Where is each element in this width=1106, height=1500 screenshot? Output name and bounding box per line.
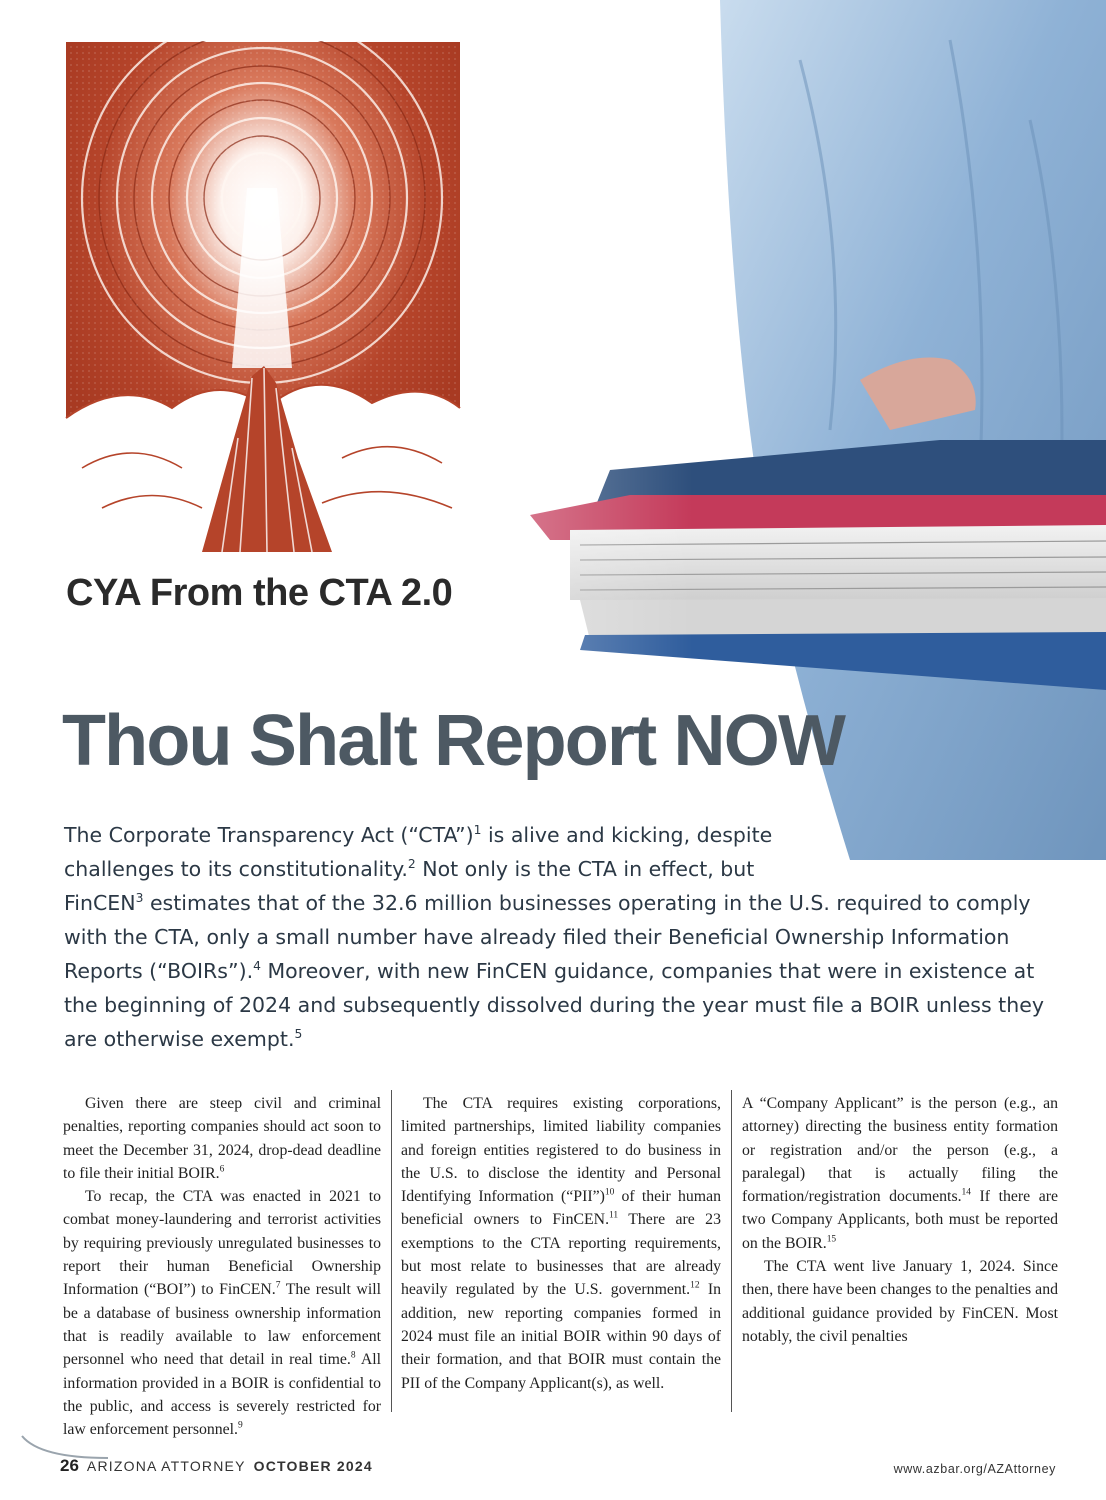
intro-line: challenges to its constitutionality.$^2$ Not only is the CTA in effect, but [64,857,755,881]
body-paragraph: To recap, the CTA was enacted in 2021 to combat money-laundering and terrorist activities by requiring previously unregulated businesses to report their human Beneficial Ownership Information (“BOI”) to FinCEN.$^7$ The result will be a database of business ownership information that is readily available to law enforcement personnel who need that detail in real time.$^8$ All information provided in a BOIR is confidential to the public, and access is severely restricted for law enforcement personnel.$^9$ [63,1188,382,1439]
issue-date: OCTOBER 2024 [253,1458,373,1474]
intro-paragraph [64,818,1064,1056]
body-paragraph: A “Company Applicant” is the person (e.g., an attorney) directing the business entity formation or registration and/or the person (e.g., a paralegal) that is actually filing the formation/registration documents.$^{14}$ If there are two Company Applicants, both must be reported on the BOIR.$^{15}$ [742,1095,1058,1252]
page-number: 26 [60,1456,79,1475]
headline: Thou Shalt Report NOW [62,701,845,781]
body-paragraph: The CTA requires existing corporations, limited partnerships, limited liability companies and foreign entities registered to do business in the U.S. to disclose the identity and Personal Identifying Information (“PII”)$^{10}$ of their human beneficial owners to FinCEN.$^{11}$ There are 23 exemptions to the CTA reporting requirements, but most relate to businesses that are already heavily regulated by the U.S. government.$^{12}$ In addition, new reporting companies formed in 2024 must file an initial BOIR within 90 days of their formation, and that BOIR must contain the PII of the Company Applicant(s), as well. [401,1095,721,1392]
column-divider [391,1090,392,1412]
body-column-2 [401,1092,721,1395]
intro-line: are otherwise exempt.$^5$ [64,1027,303,1051]
intro-line: the beginning of 2024 and subsequently dissolved during the year must file a BOIR unless they [64,993,1044,1017]
intro-line: FinCEN$^3$ estimates that of the 32.6 million businesses operating in the U.S. required to comply [64,891,1031,915]
cloud-mountain-illustration [62,38,464,570]
body-paragraph: The CTA went live January 1, 2024. Since then, there have been changes to the penalties and additional guidance provided by FinCEN. Most notably, the civil penalties [742,1258,1058,1345]
body-column-3 [742,1092,1058,1348]
intro-line: The Corporate Transparency Act (“CTA”)$^1$ is alive and kicking, despite [64,823,773,847]
intro-line: with the CTA, only a small number have already filed their Beneficial Ownership Information [64,925,1010,949]
publication-name: ARIZONA ATTORNEY [86,1458,246,1474]
footer-url[interactable]: www.azbar.org/AZAttorney [893,1462,1056,1476]
body-column-1 [63,1092,381,1441]
column-divider [731,1090,732,1412]
body-paragraph: Given there are steep civil and criminal penalties, reporting companies should act soon to meet the December 31, 2024, drop-dead deadline to file their initial BOIR.$^6$ [63,1095,381,1182]
footer-left [60,1456,373,1476]
kicker-title: CYA From the CTA 2.0 [66,572,453,614]
intro-line: Reports (“BOIRs”).$^4$ Moreover, with new FinCEN guidance, companies that were in existence at [64,959,1035,983]
